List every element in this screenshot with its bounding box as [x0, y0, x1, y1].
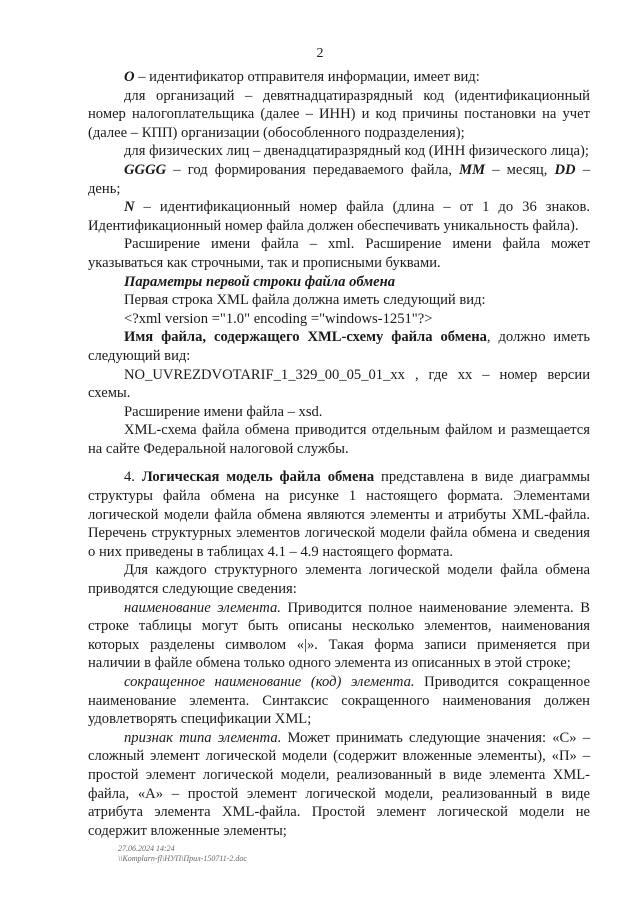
- paragraph-file-number: N – идентификационный номер файла (длина – от 1 до 36 знаков. Идентификационный номер файла должен обеспечивать уникальность файла).: [88, 199, 590, 234]
- document-body: [88, 68, 590, 840]
- paragraph-xsd-extension: Расширение имени файла – xsd.: [124, 403, 323, 420]
- paragraph-schema-file: NO_UVREZDVOTARIF_1_329_00_05_01_xx , где хх – номер версии схемы.: [88, 366, 590, 402]
- page-number: 2: [316, 46, 324, 61]
- paragraph-first-line: Первая строка XML файла должна иметь следующий вид:: [124, 292, 486, 309]
- paragraph-xml-declaration: <?xml version ="1.0" encoding ="windows-1251"?>: [124, 310, 433, 327]
- paragraph-sender-id: O – идентификатор отправителя информации, имеет вид:: [124, 69, 480, 85]
- paragraph-date: GGGG – год формирования передаваемого файла, MM – месяц, DD – день;: [88, 161, 590, 197]
- paragraph-logical-model: 4. Логическая модель файла обмена представлена в виде диаграммы структуры файла обмена на рисунке 1 настоящего формата. Элементами логической модели файла обмена являются элементы и атрибуты XML-файла. Перечень структурных элементов логической модели файла обмена и сведения о них приведены в таблицах 4.1 – 4.9 настоящего формата.: [88, 469, 590, 560]
- heading-first-line-params: Параметры первой строки файла обмена: [124, 273, 396, 290]
- footer-stamp: [118, 844, 247, 864]
- paragraph-element-info: Для каждого структурного элемента логической модели файла обмена приводятся следующие сведения:: [88, 562, 590, 598]
- paragraph-schema-site: XML-схема файла обмена приводится отдельным файлом и размещается на сайте Федеральной налоговой службы.: [88, 422, 590, 457]
- paragraph-individuals: для физических лиц – двенадцатиразрядный код (ИНН физического лица);: [124, 143, 589, 160]
- paragraph-schema-name: Имя файла, содержащего XML-схему файла обмена, должно иметь следующий вид:: [88, 329, 590, 364]
- code-o: O: [124, 69, 135, 85]
- footer-timestamp: 27.06.2024 14:24: [118, 844, 175, 853]
- paragraph-organizations: для организаций – девятнадцатиразрядный код (идентификационный номер налогоплательщика (далее – ИНН) и код причины постановки на учет (далее – КПП) организации (обособленного подразделения);: [88, 87, 590, 141]
- footer-filepath: \\Komplarn-fl\НУП\Прил-150711-2.doc: [118, 854, 247, 863]
- paragraph-element-code: сокращенное наименование (код) элемента. Приводится сокращенное наименование элемента. Синтаксис сокращенного наименования должен удовлетворять спецификации XML;: [88, 674, 590, 728]
- paragraph-extension: Расширение имени файла – xml. Расширение имени файла может указываться как строчными, так и прописными буквами.: [88, 236, 590, 271]
- paragraph-element-name: наименование элемента. Приводится полное наименование элемента. В строке таблицы могут быть описаны несколько элементов, наименования которых разделены символом «|». Такая форма записи применяется при наличии в файле обмена только одного элемента из описанных в этой строке;: [88, 599, 590, 672]
- paragraph-element-type: признак типа элемента. Может принимать следующие значения: «С» – сложный элемент логической модели (содержит вложенные элементы), «П» – простой элемент логической модели, реализованный в виде элемента XML-файла, «А» – простой элемент логической модели, реализованный в виде атрибута элемента XML-файла. Простой элемент логической модели не содержит вложенные элементы;: [88, 729, 590, 839]
